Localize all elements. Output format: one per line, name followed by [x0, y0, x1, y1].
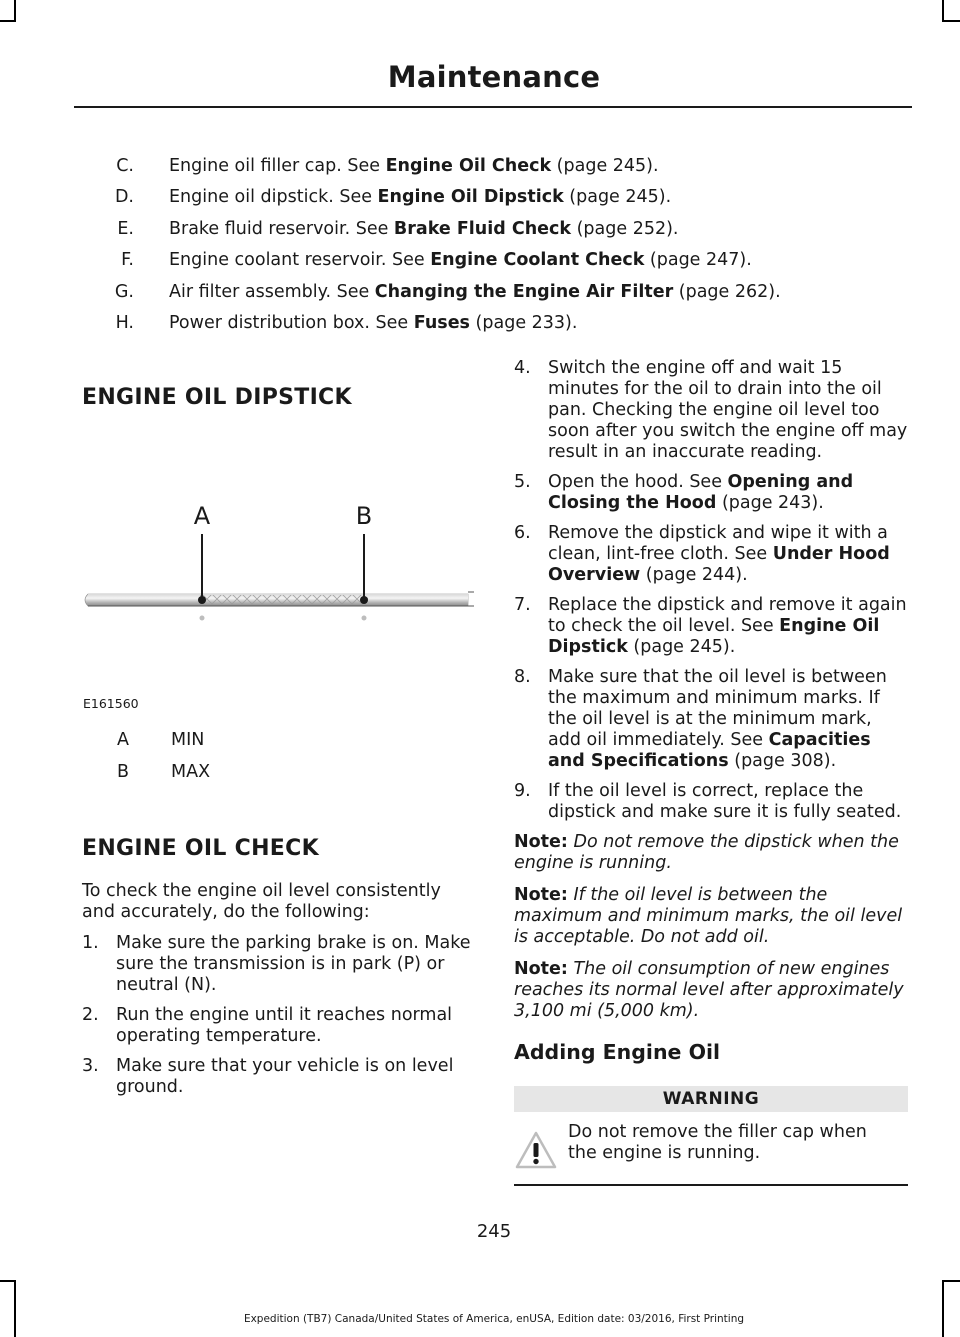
dipstick-illustration [82, 414, 476, 714]
list-item: 3. Make sure that your vehicle is on level ground. [82, 1056, 454, 1097]
note: Note: Do not remove the dipstick when the engine is running. [514, 832, 899, 873]
list-item: C. Engine oil filler cap. See Engine Oil Check (page 245). [116, 156, 659, 176]
xref-link[interactable]: Engine Oil Dipstick [548, 616, 880, 657]
xref-link[interactable]: Engine Coolant Check [430, 250, 645, 271]
warning-title: WARNING [514, 1086, 908, 1112]
xref-link[interactable]: Engine Oil Check [385, 156, 552, 176]
steps-list-right [514, 358, 908, 823]
list-item: G. Air filter assembly. See Changing the Engine Air Filter (page 262). [114, 281, 781, 302]
list-item: 4. Switch the engine off and wait 15 minutes for the oil to drain into the oil pan. Checking the engine oil level too soon after you switch the engine off may result in an inaccurate reading. [514, 358, 908, 462]
xref-link[interactable]: Opening and Closing the Hood [548, 472, 854, 513]
list-item: 6. Remove the dipstick and wipe it with a clean, lint-free cloth. See Under Hood Overview (page 244). [514, 523, 890, 585]
crop-mark [14, 1280, 16, 1337]
crop-mark [14, 0, 16, 22]
list-item: F. Engine coolant reservoir. See Engine Coolant Check (page 247). [121, 250, 752, 271]
crop-mark [0, 1280, 16, 1282]
subsection-heading-adding-oil: Adding Engine Oil [514, 1040, 721, 1064]
component-list [86, 156, 916, 344]
list-item: D. Engine oil dipstick. See Engine Oil Dipstick (page 245). [114, 187, 672, 208]
steps-list-left [82, 933, 474, 1098]
xref-link[interactable]: Fuses [413, 312, 470, 333]
list-item: H. Power distribution box. See Fuses (page 233). [115, 312, 578, 333]
xref-link[interactable]: Brake Fluid Check [393, 218, 572, 239]
marker-label-a: A [193, 502, 211, 530]
right-column [514, 358, 908, 1186]
warning-triangle-icon [514, 1130, 558, 1175]
list-item: 5. Open the hood. See Opening and Closing the Hood (page 243). [514, 472, 854, 513]
crop-mark [0, 20, 16, 22]
section-heading-dipstick: ENGINE OIL DIPSTICK [82, 385, 352, 410]
dipstick-figure [82, 414, 476, 714]
warning-body [514, 1112, 908, 1186]
warning-text: Do not remove the filler cap when the engine is running. [568, 1122, 867, 1163]
intro-paragraph: To check the engine oil level consistently and accurately, do the following: [82, 881, 441, 922]
note: Note: If the oil level is between the maximum and minimum marks, the oil level is acceptable. Do not add oil. [514, 885, 903, 947]
figure-legend [82, 730, 474, 794]
legend-row: A MIN [117, 730, 205, 750]
list-item: 1. Make sure the parking brake is on. Make sure the transmission is in park (P) or neutral (N). [82, 933, 471, 995]
crop-mark [942, 1280, 960, 1282]
xref-link[interactable]: Changing the Engine Air Filter [374, 281, 674, 302]
figure-code: E161560 [83, 696, 139, 711]
note: Note: The oil consumption of new engines reaches its normal level after approximately 3,100 mi (5,000 km). [514, 959, 904, 1021]
xref-link[interactable]: Engine Oil Dipstick [377, 187, 564, 208]
left-column [82, 385, 474, 1107]
xref-link[interactable]: Under Hood Overview [548, 544, 890, 585]
warning-box [514, 1086, 908, 1186]
marker-label-b: B [355, 502, 373, 530]
list-item: 2. Run the engine until it reaches normal operating temperature. [82, 1005, 453, 1046]
list-item: 8. Make sure that the oil level is between the maximum and minimum marks. If the oil level is at the minimum mark, add oil immediately. See Capacities and Specifications (page 308). [514, 667, 887, 771]
crop-mark [942, 0, 944, 22]
list-item: E. Brake fluid reservoir. See Brake Fluid Check (page 252). [117, 218, 679, 239]
page-number: 245 [476, 1221, 512, 1242]
page-footer: Expedition (TB7) Canada/United States of America, enUSA, Edition date: 03/2016, First Printing [243, 1313, 745, 1325]
section-heading-oil-check: ENGINE OIL CHECK [82, 836, 319, 861]
legend-row: B MAX [116, 762, 211, 782]
xref-link[interactable]: Capacities and Specifications [548, 730, 871, 771]
page-title: Maintenance [387, 60, 601, 94]
list-item: 9. If the oil level is correct, replace the dipstick and make sure it is fully seated. [514, 781, 902, 822]
crop-mark [942, 1280, 944, 1337]
list-item: 7. Replace the dipstick and remove it again to check the oil level. See Engine Oil Dipstick (page 245). [514, 595, 907, 657]
header-divider [74, 106, 912, 108]
crop-mark [942, 20, 960, 22]
